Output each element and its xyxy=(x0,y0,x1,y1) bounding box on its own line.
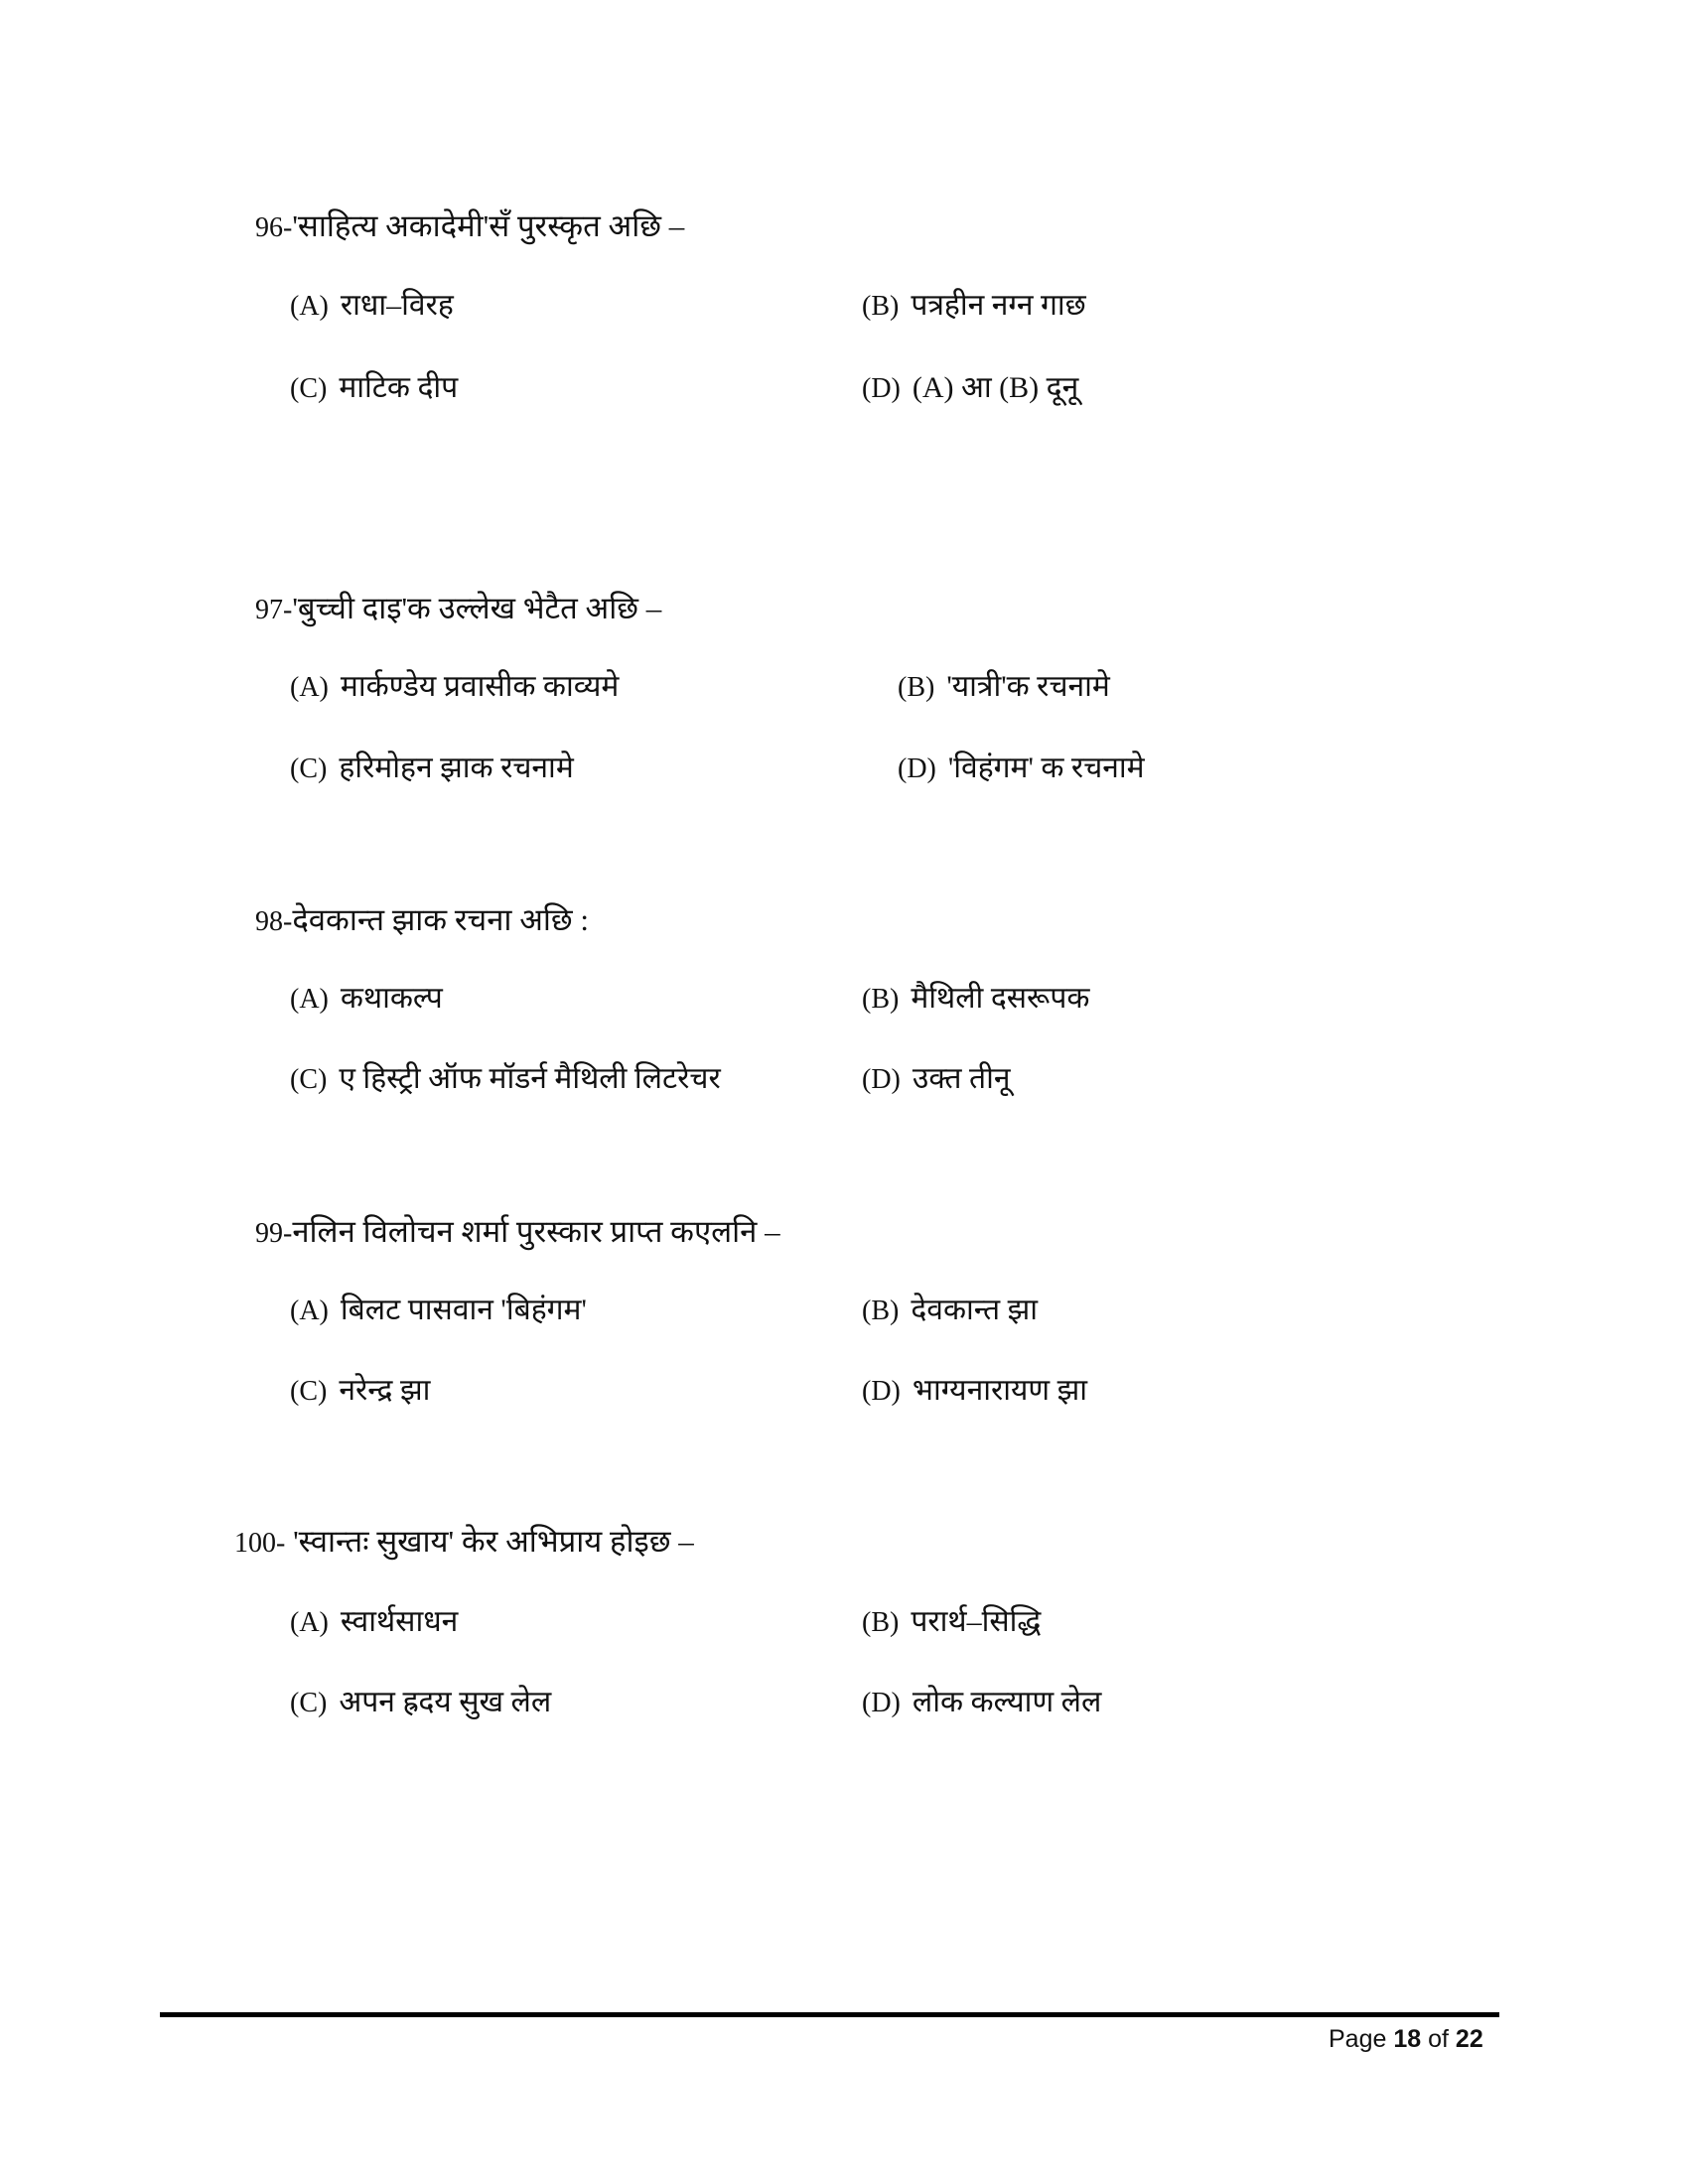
option-text: मैथिली दसरूपक xyxy=(911,982,1090,1015)
footer-divider xyxy=(160,2012,1499,2017)
question-98 xyxy=(255,904,589,936)
question-100 xyxy=(234,1526,694,1558)
option-label: (A) xyxy=(290,672,329,703)
option-98-d xyxy=(862,1064,1011,1094)
option-98-c xyxy=(290,1064,721,1094)
option-label: (A) xyxy=(290,984,329,1015)
option-99-a xyxy=(290,1296,587,1325)
option-label: (D) xyxy=(862,1688,901,1718)
option-text: 'विहंगम' क रचनामे xyxy=(947,751,1145,784)
option-text: अपन ह्रदय सुख लेल xyxy=(339,1686,552,1718)
option-label: (C) xyxy=(290,753,328,784)
option-text: माटिक दीप xyxy=(339,371,459,404)
option-text: परार्थ–सिद्धि xyxy=(911,1605,1042,1638)
option-99-b xyxy=(862,1296,1038,1325)
page-word: Page xyxy=(1329,2025,1387,2053)
option-text: बिलट पासवान 'बिहंगम' xyxy=(340,1294,587,1326)
option-text: कथाकल्प xyxy=(340,982,443,1015)
total-pages: 22 xyxy=(1455,2025,1483,2053)
option-text: देवकान्त झा xyxy=(911,1294,1039,1326)
option-label: (C) xyxy=(290,1064,328,1095)
option-text: राधा–विरह xyxy=(340,289,454,322)
question-number: 99- xyxy=(255,1218,293,1249)
option-99-d xyxy=(862,1376,1087,1406)
question-text: देवकान्त झाक रचना अछि : xyxy=(292,902,590,937)
option-98-b xyxy=(862,984,1089,1014)
option-label: (C) xyxy=(290,1376,328,1407)
question-number: 96- xyxy=(255,212,293,243)
question-number: 97- xyxy=(255,595,293,625)
option-96-b xyxy=(862,291,1086,321)
question-text: 'बुच्ची दाइ'क उल्लेख भेटैत अछि – xyxy=(292,591,662,625)
option-text: मार्कण्डेय प्रवासीक काव्यमे xyxy=(340,670,620,703)
question-99 xyxy=(255,1216,780,1248)
option-100-a xyxy=(290,1607,458,1637)
option-100-c xyxy=(290,1688,551,1717)
option-label: (D) xyxy=(862,1376,901,1407)
option-label: (A) xyxy=(290,1607,329,1638)
option-text: नरेन्द्र झा xyxy=(339,1374,431,1407)
of-word: of xyxy=(1428,2025,1449,2053)
option-text: स्वार्थसाधन xyxy=(340,1605,459,1638)
question-number: 98- xyxy=(255,906,293,937)
option-text: हरिमोहन झाक रचनामे xyxy=(339,751,574,784)
option-label: (D) xyxy=(862,1064,901,1095)
option-label: (B) xyxy=(898,672,935,703)
option-text: लोक कल्याण लेल xyxy=(912,1686,1102,1718)
option-97-d xyxy=(898,753,1145,783)
option-label: (C) xyxy=(290,1688,328,1718)
option-label: (D) xyxy=(898,753,936,784)
option-text: 'यात्री'क रचनामे xyxy=(946,670,1110,703)
option-100-d xyxy=(862,1688,1101,1717)
option-96-c xyxy=(290,373,458,403)
question-number: 100- xyxy=(234,1528,286,1559)
option-text: ए हिस्ट्री ऑफ मॉडर्न मैथिली लिटरेचर xyxy=(339,1062,721,1095)
option-text: पत्रहीन नग्न गाछ xyxy=(911,289,1086,322)
question-text: 'साहित्य अकादेमी'सँ पुरस्कृत अछि – xyxy=(292,208,685,243)
option-text: (A) आ (B) दूनू xyxy=(912,371,1079,404)
option-label: (D) xyxy=(862,373,901,404)
option-96-a xyxy=(290,291,454,321)
current-page: 18 xyxy=(1393,2025,1422,2053)
option-label: (B) xyxy=(862,1296,900,1326)
option-98-a xyxy=(290,984,443,1014)
option-text: उक्त तीनू xyxy=(912,1062,1011,1095)
option-label: (B) xyxy=(862,291,900,322)
option-97-b xyxy=(898,672,1110,702)
option-label: (A) xyxy=(290,1296,329,1326)
option-text: भाग्यनारायण झा xyxy=(912,1374,1088,1407)
option-99-c xyxy=(290,1376,430,1406)
option-97-c xyxy=(290,753,574,783)
page-number xyxy=(1329,2025,1483,2054)
option-label: (B) xyxy=(862,1607,900,1638)
question-97 xyxy=(255,593,661,624)
question-text: नलिन विलोचन शर्मा पुरस्कार प्राप्त कएलनि – xyxy=(292,1214,780,1249)
option-label: (C) xyxy=(290,373,328,404)
question-96 xyxy=(255,210,684,242)
option-97-a xyxy=(290,672,619,702)
question-text: 'स्वान्तः सुखाय' केर अभिप्राय होइछ – xyxy=(293,1524,694,1559)
option-label: (A) xyxy=(290,291,329,322)
option-96-d xyxy=(862,373,1078,403)
option-100-b xyxy=(862,1607,1041,1637)
option-label: (B) xyxy=(862,984,900,1015)
